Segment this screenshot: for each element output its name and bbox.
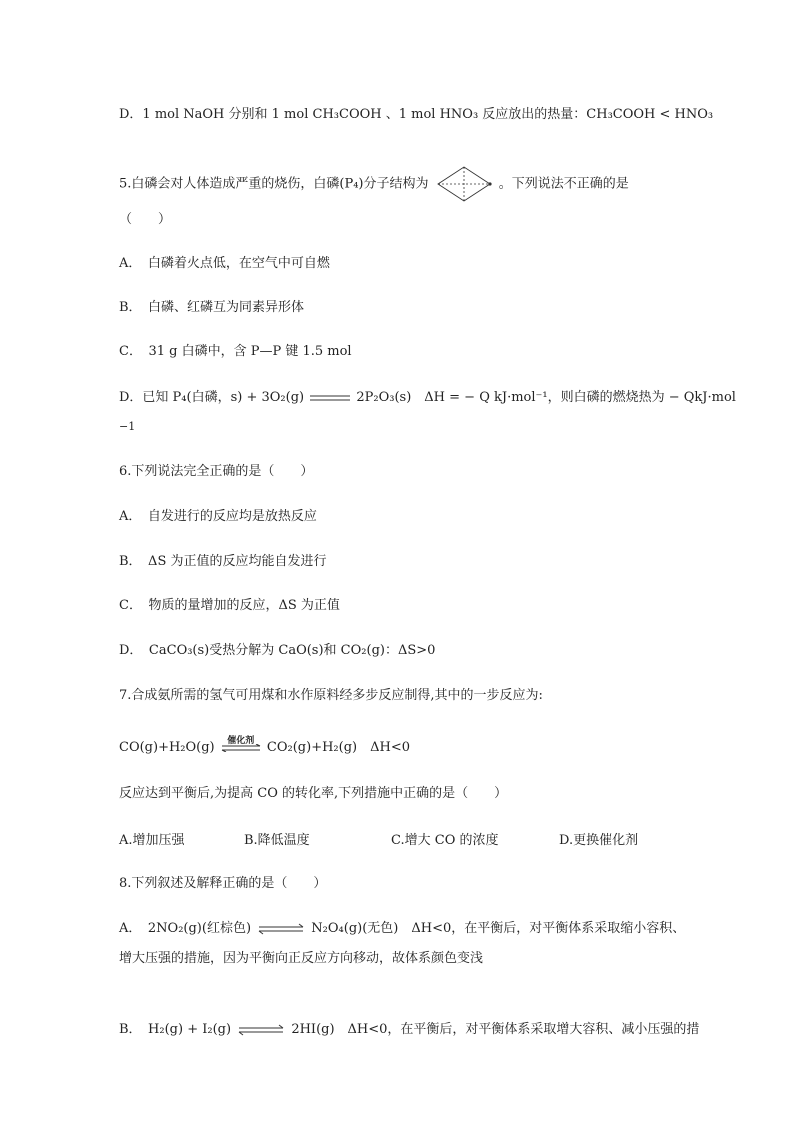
equals-arrow	[310, 393, 350, 403]
q7-options	[119, 829, 679, 849]
q8-a-line2: 增大压强的措施，因为平衡向正反应方向移动，故体系颜色变浅	[119, 951, 484, 966]
q8-b-left: B． H₂(g) + I₂(g)	[119, 1022, 232, 1037]
q7-equation	[119, 735, 410, 757]
q6-option-a: A． 自发进行的反应均是放热反应	[119, 509, 317, 524]
q6-stem: 6.下列说法完全正确的是（ ）	[119, 464, 314, 479]
q6-option-b: B． ΔS 为正值的反应均能自发进行	[119, 554, 327, 569]
q7-option-d: D.更换催化剂	[559, 833, 639, 848]
q5-option-a: A． 白磷着火点低，在空气中可自燃	[119, 256, 330, 271]
q8-option-b	[119, 1021, 699, 1039]
q5-option-b: B． 白磷、红磷互为同素异形体	[119, 300, 305, 315]
q5-d-prefix: D．已知 P₄(白磷，s) + 3O₂(g)	[119, 390, 305, 405]
q5-stem-before: 5.白磷会对人体造成严重的烧伤，白磷(P₄)分子结构为	[119, 176, 429, 192]
q8-stem: 8.下列叙述及解释正确的是（ ）	[119, 876, 327, 891]
q7-option-a: A.增加压强	[119, 833, 185, 848]
q5-stem	[119, 164, 629, 204]
q8-b-right: 2HI(g) ΔH<0，在平衡后，对平衡体系采取增大容积、减小压强的措	[291, 1022, 700, 1037]
q8-a-right: N₂O₄(g)(无色) ΔH<0，在平衡后，对平衡体系采取缩小容积、	[311, 921, 686, 936]
q7-stem: 7.合成氨所需的氢气可用煤和水作原料经多步反应制得,其中的一步反应为:	[119, 688, 543, 703]
q7-eq-left: CO(g)+H₂O(g)	[119, 740, 215, 755]
q5-paren: （ ）	[119, 212, 172, 227]
q7-option-c: C.增大 CO 的浓度	[391, 833, 499, 848]
q5-d-tail: −1	[119, 420, 136, 433]
q6-option-c: C． 物质的量增加的反应，ΔS 为正值	[119, 598, 340, 613]
catalyst-label: 催化剂	[227, 735, 255, 746]
q7-option-b: B.降低温度	[244, 833, 310, 848]
q7-eq-right: CO₂(g)+H₂(g) ΔH<0	[266, 740, 410, 755]
q8-option-a	[119, 920, 685, 938]
reversible-arrow	[257, 923, 305, 935]
q6-option-d: D． CaCO₃(s)受热分解为 CaO(s)和 CO₂(g)：ΔS>0	[119, 643, 436, 658]
p4-tetrahedron-diagram	[435, 164, 493, 204]
q5-option-d	[119, 389, 736, 407]
equilibrium-arrow	[220, 735, 262, 755]
q8-a-left: A． 2NO₂(g)(红棕色)	[119, 921, 252, 936]
q4-option-d: D．1 mol NaOH 分别和 1 mol CH₃COOH 、1 mol HNO₃ 反应放出的热量：CH₃COOH < HNO₃	[119, 107, 714, 122]
q5-d-mid: 2P₂O₃(s) ΔH = − Q kJ·mol⁻¹，则白磷的燃烧热为 − QkJ·mol	[356, 390, 736, 405]
q5-stem-after: 。下列说法不正确的是	[498, 176, 629, 192]
q5-option-c: C． 31 g 白磷中，含 P—P 键 1.5 mol	[119, 344, 352, 359]
reversible-arrow	[237, 1024, 285, 1036]
q7-question: 反应达到平衡后,为提高 CO 的转化率,下列措施中正确的是（ ）	[119, 786, 508, 801]
